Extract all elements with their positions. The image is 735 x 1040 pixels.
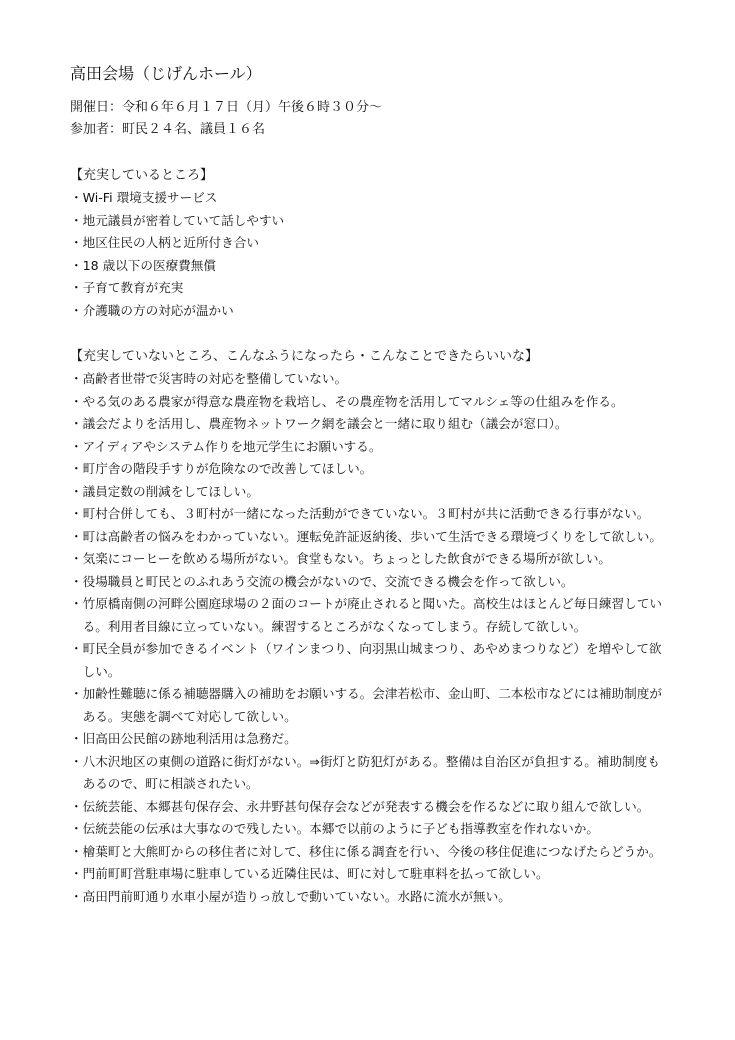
list-item-text: 子育て教育が充実 — [82, 280, 184, 295]
bullet-marker: ・ — [70, 280, 83, 295]
list-item — [70, 886, 670, 909]
section-improvements — [70, 346, 670, 908]
bullet-marker: ・ — [70, 483, 83, 499]
list-item-text: やる気のある農家が得意な農産物を栽培し、その農産物を活用してマルシェ等の仕組みを作る。 — [82, 393, 624, 409]
list-item — [70, 638, 670, 683]
bullet-marker: ・ — [70, 235, 83, 250]
list-item-text: 檜葉町と大熊町からの移住者に対して、移住に係る調査を行い、今後の移住促進につなげたらどうか。 — [82, 843, 662, 859]
bullet-marker: ・ — [70, 506, 83, 521]
list-item — [70, 391, 670, 414]
list-item — [70, 526, 670, 549]
list-item — [70, 571, 670, 594]
list-item — [70, 841, 670, 864]
list-item — [70, 503, 670, 526]
bullet-marker: ・ — [70, 866, 83, 881]
list-item-text: 18 歳以下の医療費無償 — [82, 257, 216, 273]
list-item — [70, 255, 670, 278]
document-page — [70, 62, 670, 908]
bullet-marker: ・ — [70, 641, 83, 656]
bullet-marker: ・ — [70, 190, 83, 205]
list-item-text: 介護職の方の対応が温かい — [82, 302, 234, 318]
list-item-text: 役場職員と町民とのふれあう交流の機会がないので、交流できる機会を作って欲しい。 — [82, 573, 574, 589]
list-item-text: 地元議員が密着していて話しやすい — [82, 212, 285, 228]
section-heading: 【充実しているところ】 — [70, 168, 214, 183]
list-item — [70, 593, 670, 638]
list-item-text: 旧高田公民館の跡地利活用は急務だ。 — [82, 731, 297, 746]
list-item-text: 地区住民の人柄と近所付き合い — [82, 235, 259, 250]
bullet-marker: ・ — [70, 753, 83, 769]
list-item-text: 伝統芸能の伝承は大事なので残したい。本郷で以前のように子ども指導教室を作れないか。 — [82, 821, 599, 836]
section-heading: 【充実していないところ、こんなふうになったら・こんなことできたらいいな】 — [70, 349, 539, 364]
list-item — [70, 277, 670, 300]
list-item — [70, 481, 670, 504]
bullet-marker: ・ — [70, 573, 83, 589]
list-item-text: 竹原橋南側の河畔公園庭球場の２面のコートが廃止されると聞いた。高校生はほとんど毎日練習している。利用者目線に立っていない。練習するところがなくなってしまう。存続して欲しい。 — [82, 596, 662, 634]
bullet-marker: ・ — [70, 798, 83, 814]
strengths-list — [70, 187, 670, 322]
list-item-text: 町村合併しても、３町村が一緒になった活動ができていない。３町村が共に活動できる行事がない。 — [82, 506, 650, 521]
list-item — [70, 863, 670, 886]
bullet-marker: ・ — [70, 257, 83, 273]
page-title: 高田会場（じげんホール） — [70, 64, 262, 83]
list-item-text: 町は高齢者の悩みをわかっていない。運転免許証返納後、歩いて生活できる環境づくりをして欲しい。 — [82, 528, 662, 544]
bullet-marker: ・ — [70, 393, 83, 409]
bullet-marker: ・ — [70, 888, 83, 904]
list-item — [70, 683, 670, 728]
list-item-text: 加齢性難聴に係る補聴器購入の補助をお願いする。会津若松市、金山町、二本松市などには補助制度がある。実態を調べて対応して欲しい。 — [82, 686, 662, 724]
bullet-marker: ・ — [70, 461, 83, 476]
list-item — [70, 818, 670, 841]
list-item — [70, 368, 670, 391]
list-item-text: 議員定数の削減をしてほしい。 — [82, 483, 259, 499]
list-item — [70, 751, 670, 796]
bullet-marker: ・ — [70, 302, 83, 318]
list-item — [70, 436, 670, 459]
list-item — [70, 232, 670, 255]
list-item-text: 高齢者世帯で災害時の対応を整備していない。 — [82, 371, 348, 386]
section-strengths — [70, 165, 670, 322]
attendees: 参加者：町民２４名、議員１６名 — [70, 122, 266, 137]
bullet-marker: ・ — [70, 212, 83, 228]
bullet-marker: ・ — [70, 438, 83, 454]
list-item — [70, 187, 670, 210]
list-item-text: 町民全員が参加できるイベント（ワインまつり、向羽黒山城まつり、あやめまつりなど）を増やして欲しい。 — [82, 641, 662, 679]
list-item — [70, 300, 670, 323]
list-item-text: 八木沢地区の東側の道路に街灯がない。⇒街灯と防犯灯がある。整備は自治区が負担する。補助制度もあるので、町に相談されたい。 — [82, 753, 660, 791]
bullet-marker: ・ — [70, 371, 83, 386]
bullet-marker: ・ — [70, 416, 83, 431]
list-item-text: 町庁舎の階段手すりが危険なので改善してほしい。 — [82, 461, 373, 476]
list-item-text: 議会だよりを活用し、農産物ネットワーク網を議会と一緒に取り組む（議会が窓口）。 — [82, 416, 568, 431]
list-item — [70, 413, 670, 436]
list-item — [70, 210, 670, 233]
bullet-marker: ・ — [70, 551, 83, 566]
list-item-text: 高田門前町通り水車小屋が造りっ放しで動いていない。水路に流水が無い。 — [82, 888, 511, 904]
list-item-text: 伝統芸能、本郷甚句保存会、永井野甚句保存会などが発表する機会を作るなどに取り組んで欲しい。 — [82, 798, 650, 814]
list-item — [70, 728, 670, 751]
meeting-date: 開催日：令和６年６月１７日（月）午後６時３０分～ — [70, 100, 383, 115]
list-item — [70, 458, 670, 481]
bullet-marker: ・ — [70, 843, 83, 859]
meta-block — [70, 97, 670, 141]
bullet-marker: ・ — [70, 686, 83, 701]
list-item-text: 門前町町営駐車場に駐車している近隣住民は、町に対して駐車料を払って欲しい。 — [82, 866, 549, 881]
bullet-marker: ・ — [70, 821, 83, 836]
improvements-list — [70, 368, 670, 908]
list-item — [70, 548, 670, 571]
bullet-marker: ・ — [70, 596, 83, 611]
list-item-text: Wi-Fi 環境支援サービス — [82, 190, 218, 205]
bullet-marker: ・ — [70, 731, 83, 746]
bullet-marker: ・ — [70, 528, 83, 544]
list-item-text: 気楽にコーヒーを飲める場所がない。食堂もない。ちょっとした飲食ができる場所が欲しい。 — [82, 551, 612, 566]
list-item — [70, 796, 670, 819]
list-item-text: アイディアやシステム作りを地元学生にお願いする。 — [82, 438, 382, 454]
